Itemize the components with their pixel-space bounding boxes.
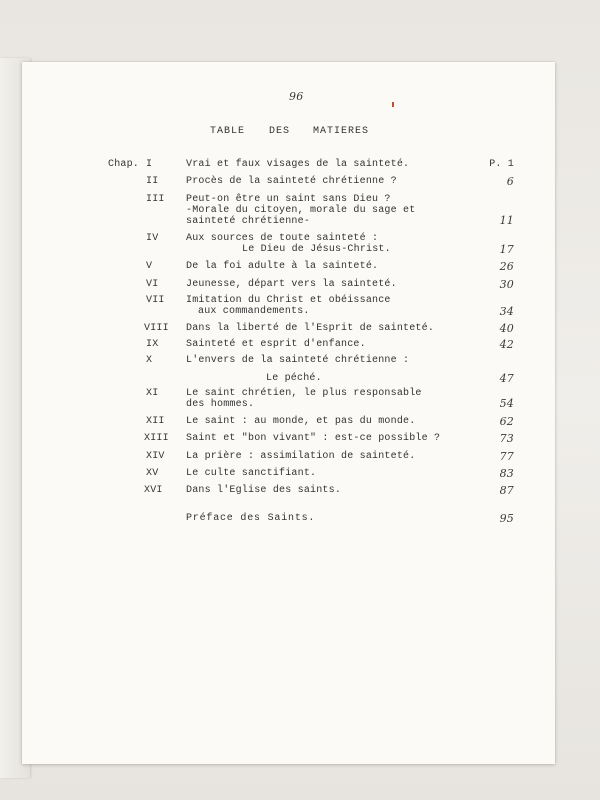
chapter-number: V — [146, 261, 153, 272]
chapter-page: 26 — [499, 260, 514, 273]
page-number: 96 — [289, 90, 304, 103]
ink-mark — [392, 102, 394, 107]
document-page — [22, 62, 555, 764]
chapter-title: Dans l'Eglise des saints. — [186, 485, 342, 496]
preface-title: Préface des Saints. — [186, 513, 316, 524]
chapter-title: Le culte sanctifiant. — [186, 468, 317, 479]
chapter-number: IV — [146, 233, 159, 244]
chapter-page: 6 — [506, 175, 514, 188]
chapter-title: Peut-on être un saint sans Dieu ? — [186, 194, 391, 205]
chapter-title: Le saint : au monde, et pas du monde. — [186, 416, 416, 427]
chapter-title: Procès de la sainteté chrétienne ? — [186, 176, 397, 187]
title-word-matieres: MATIERES — [313, 126, 370, 137]
chapter-number: X — [146, 355, 153, 366]
chap-label: Chap. — [108, 159, 140, 170]
chapter-page: 73 — [499, 432, 514, 445]
chapter-number: III — [146, 194, 165, 205]
chapter-title: Imitation du Christ et obéissance — [186, 295, 391, 306]
chapter-page: 47 — [499, 372, 514, 385]
chapter-number: XIV — [146, 451, 165, 462]
chapter-title-line: sainteté chrétienne- — [186, 216, 311, 227]
chapter-title: De la foi adulte à la sainteté. — [186, 261, 379, 272]
chapter-page: 62 — [499, 415, 514, 428]
chapter-number: VIII — [144, 323, 169, 334]
chapter-page: 11 — [499, 214, 514, 227]
chapter-title: Saint et "bon vivant" : est-ce possible ? — [186, 433, 441, 444]
chapter-title: Le saint chrétien, le plus responsable — [186, 388, 422, 399]
chapter-title-line: Le Dieu de Jésus-Christ. — [242, 244, 391, 255]
chapter-number: IX — [146, 339, 159, 350]
chapter-page: 77 — [499, 450, 514, 463]
chapter-number: I — [146, 159, 153, 170]
chapter-page: 40 — [499, 322, 514, 335]
chapter-title-line: des hommes. — [186, 399, 255, 410]
chapter-number: II — [146, 176, 159, 187]
chapter-title: Jeunesse, départ vers la sainteté. — [186, 279, 397, 290]
page-label: P. 1 — [489, 159, 514, 170]
chapter-title: Sainteté et esprit d'enfance. — [186, 339, 366, 350]
chapter-page: 34 — [499, 305, 514, 318]
chapter-number: XI — [146, 388, 159, 399]
chapter-number: XII — [146, 416, 165, 427]
chapter-number: VII — [146, 295, 165, 306]
chapter-title: La prière : assimilation de sainteté. — [186, 451, 416, 462]
chapter-page: 87 — [499, 484, 514, 497]
chapter-page: 42 — [499, 338, 514, 351]
chapter-page: 83 — [499, 467, 514, 480]
chapter-title: Vrai et faux visages de la sainteté. — [186, 159, 410, 170]
chapter-page: 54 — [499, 397, 514, 410]
chapter-title-line: -Morale du citoyen, morale du sage et — [186, 205, 416, 216]
chapter-title-line: aux commandements. — [198, 306, 310, 317]
chapter-title: Dans la liberté de l'Esprit de sainteté. — [186, 323, 435, 334]
chapter-title: L'envers de la sainteté chrétienne : — [186, 355, 410, 366]
title-word-table: TABLE — [210, 126, 246, 137]
preface-page: 95 — [499, 512, 514, 525]
chapter-page: 30 — [499, 278, 514, 291]
chapter-page: 17 — [499, 243, 514, 256]
chapter-number: XVI — [144, 485, 163, 496]
chapter-number: XIII — [144, 433, 169, 444]
chapter-title-line: Le péché. — [266, 373, 322, 384]
title-word-des: DES — [269, 126, 291, 137]
chapter-number: XV — [146, 468, 159, 479]
chapter-number: VI — [146, 279, 159, 290]
chapter-title: Aux sources de toute sainteté : — [186, 233, 379, 244]
